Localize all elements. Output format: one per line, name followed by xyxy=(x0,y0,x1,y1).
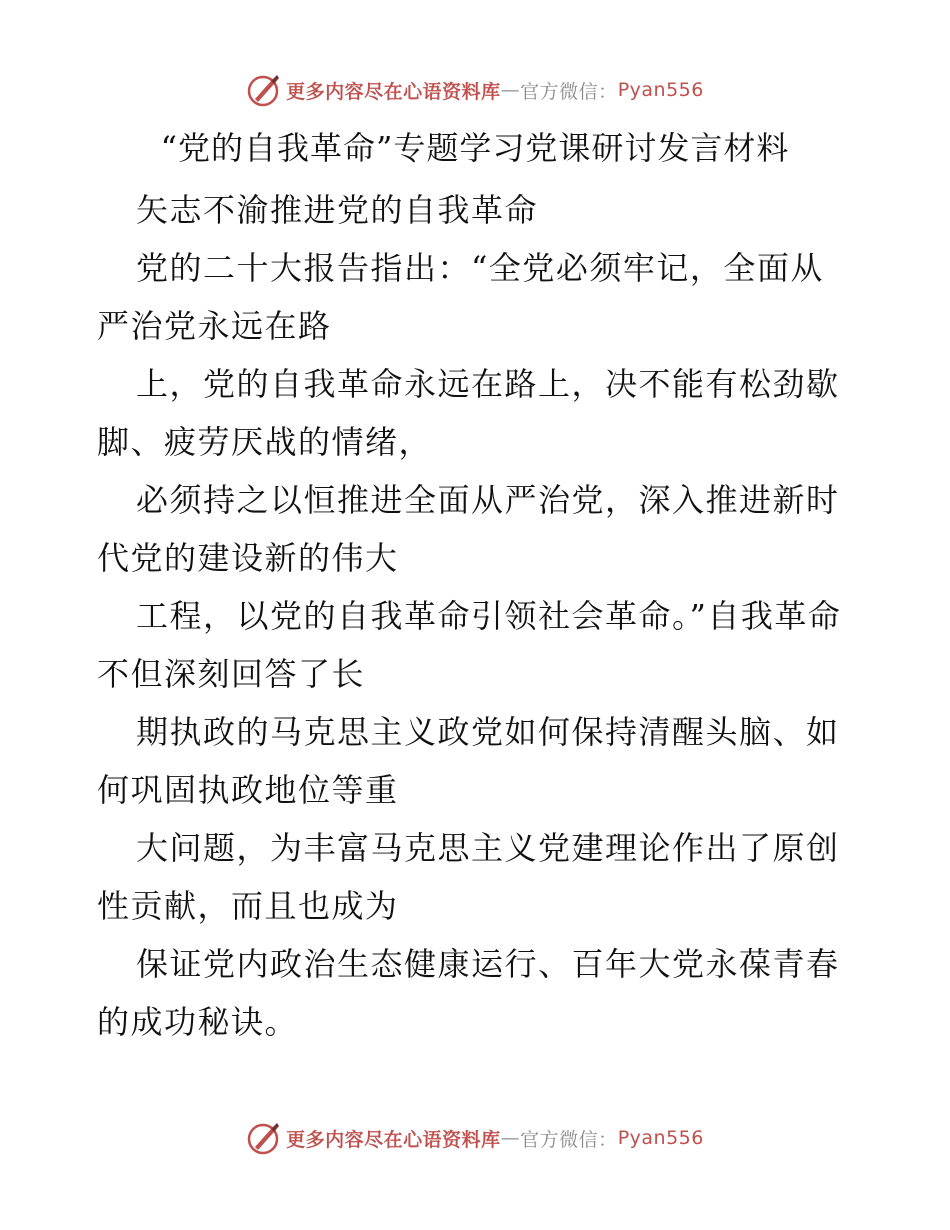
watermark-wechat-label: 官方微信： xyxy=(520,1128,618,1151)
paragraph: 党的二十大报告指出：“全党必须牢记，全面从严治党永远在路 xyxy=(97,249,824,345)
paragraph: 矢志不渝推进党的自我革命 xyxy=(136,191,539,229)
watermark-site-name: 更多内容尽在心语资料库 xyxy=(286,1128,501,1151)
watermark-wechat-id: Pyan556 xyxy=(617,79,704,101)
watermark-dash: — xyxy=(500,79,521,101)
document-body xyxy=(97,181,853,1051)
quill-pen-logo-icon xyxy=(246,72,282,108)
quill-pen-logo-icon xyxy=(246,1120,282,1156)
watermark-dash: — xyxy=(500,1127,521,1149)
paragraph: 期执政的马克思主义政党如何保持清醒头脑、如何巩固执政地位等重 xyxy=(97,713,840,809)
paragraph: 上，党的自我革命永远在路上，决不能有松劲歇脚、疲劳厌战的情绪， xyxy=(97,365,840,461)
paragraph: 保证党内政治生态健康运行、百年大党永葆青春的成功秘诀。 xyxy=(97,945,840,1041)
watermark-wechat-id: Pyan556 xyxy=(617,1127,704,1149)
watermark-site-name: 更多内容尽在心语资料库 xyxy=(286,80,501,103)
watermark-header xyxy=(0,70,950,110)
paragraph: 必须持之以恒推进全面从严治党，深入推进新时代党的建设新的伟大 xyxy=(97,481,840,577)
watermark-footer xyxy=(0,1118,950,1158)
watermark-wechat-label: 官方微信： xyxy=(520,80,618,103)
document-title: “党的自我革命”专题学习党课研讨发言材料 xyxy=(160,129,790,167)
paragraph: 大问题，为丰富马克思主义党建理论作出了原创性贡献，而且也成为 xyxy=(97,829,840,925)
paragraph: 工程，以党的自我革命引领社会革命。”自我革命不但深刻回答了长 xyxy=(97,597,842,693)
